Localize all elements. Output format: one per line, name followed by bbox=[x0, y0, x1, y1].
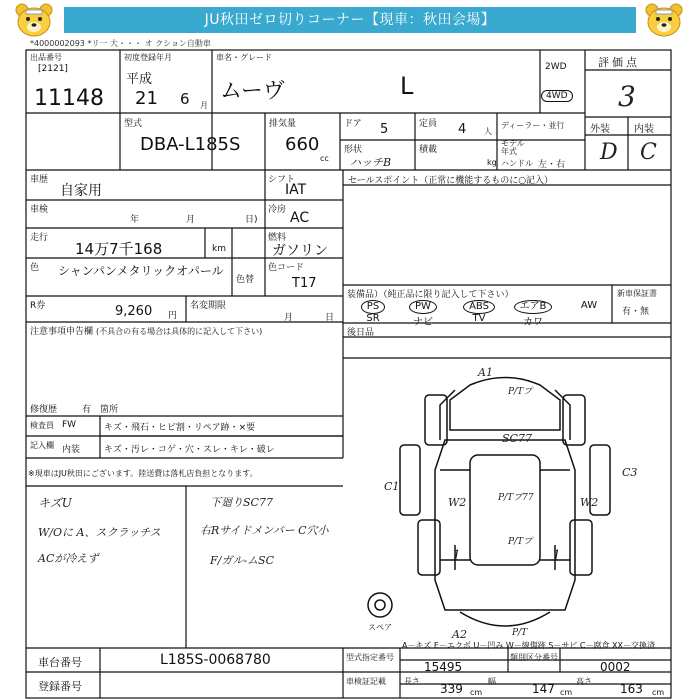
length-label: 長さ bbox=[404, 677, 420, 686]
equip-navi: ナビ bbox=[413, 317, 433, 328]
reg-year-label: 初度登録年月 bbox=[124, 53, 172, 62]
fuel-value: ガソリン bbox=[272, 243, 328, 259]
interior-value: C bbox=[640, 140, 657, 165]
fw-label: FW bbox=[62, 420, 77, 430]
new-warranty-value: 有・無 bbox=[622, 307, 650, 317]
lot-number: 11148 bbox=[34, 86, 104, 111]
mark-pt-mid: P/Tプ77 bbox=[498, 493, 534, 503]
top-stamp: *4000002093 *リ一 大・・・ オ クション自動車 bbox=[30, 39, 211, 48]
mileage-unit: km bbox=[212, 244, 226, 254]
shift-value: IAT bbox=[285, 182, 307, 198]
name-change-day: 日 bbox=[325, 313, 335, 323]
fw-items: キズ・飛石・ヒビ割・リペア跡・×要 bbox=[104, 423, 256, 433]
mark-sc-roof: SC77 bbox=[502, 432, 532, 445]
length-value: 339 bbox=[440, 682, 463, 696]
mark-a1: A1 bbox=[478, 366, 493, 379]
hand-note-left-1: キズU bbox=[38, 496, 72, 510]
car-diagram bbox=[368, 378, 610, 627]
width-value: 147 bbox=[532, 682, 555, 696]
load-label: 積載 bbox=[419, 145, 438, 155]
cooler-label: 冷房 bbox=[268, 205, 287, 215]
type-value: DBA-L185S bbox=[140, 134, 241, 155]
seats-unit: 人 bbox=[484, 127, 492, 136]
hand-note-left-3: ACが冷えず bbox=[38, 552, 99, 565]
transport-note: ※現車はJU秋田にございます。陸送費は落札店負担となります。 bbox=[28, 469, 258, 478]
equip-sr: SR bbox=[366, 313, 380, 324]
defect-legend: A－キズ E－エクボ U－凹み W－線傷跡 S－サビ C－腐食 XX－交換済 bbox=[402, 641, 656, 650]
chassis-value: L185S-0068780 bbox=[160, 652, 271, 668]
mark-bar-left: 1 bbox=[452, 548, 461, 564]
shift-label: シフト bbox=[268, 175, 296, 185]
category-label: 類別区分番号 bbox=[510, 653, 558, 662]
usage-label: 車歴 bbox=[30, 175, 49, 185]
displacement-label: 排気量 bbox=[269, 119, 297, 129]
new-warranty-label: 新車保証書 bbox=[617, 289, 657, 298]
equip-pw: PW bbox=[409, 300, 437, 314]
model-year-label: モデル年式 bbox=[501, 139, 525, 156]
equip-leather: カワ bbox=[523, 317, 543, 328]
lot-label: 出品番号 bbox=[30, 53, 62, 62]
category-value: 0002 bbox=[600, 660, 631, 674]
height-unit: cm bbox=[652, 688, 665, 697]
drive-2wd: 2WD bbox=[545, 62, 567, 72]
height-label: 高さ bbox=[576, 677, 592, 686]
seats-label: 定員 bbox=[419, 119, 438, 129]
name-change-month: 月 bbox=[284, 313, 294, 323]
equip-aw: AW bbox=[580, 300, 598, 311]
hand-note-left-2: W/Oに A、スクラッチス bbox=[38, 526, 161, 539]
seats-value: 4 bbox=[458, 122, 467, 137]
handle-value: 左・右 bbox=[538, 160, 566, 170]
inspection-day: 日) bbox=[245, 215, 258, 225]
inspection-month: 月 bbox=[186, 215, 196, 225]
model-grade: L bbox=[400, 72, 414, 100]
mark-pt-low: P/Tプ bbox=[508, 537, 533, 547]
header-title: JU秋田ゼロ切りコーナー【現車：秋田会場】 bbox=[64, 7, 636, 33]
reg-month: 6 bbox=[180, 90, 190, 108]
mark-a2: A2 bbox=[452, 628, 467, 641]
equip-abs: ABS bbox=[463, 300, 495, 314]
model-name-label: 車名・グレード bbox=[216, 53, 272, 62]
inspector-label-1: 検査員 bbox=[30, 421, 54, 430]
model-designation-label: 型式指定番号 bbox=[346, 653, 394, 662]
type-label: 型式 bbox=[124, 119, 143, 129]
height-value: 163 bbox=[620, 682, 643, 696]
dims-label: 車検証記載 bbox=[346, 677, 386, 686]
shape-value: ハッチB bbox=[350, 156, 392, 169]
inspection-label: 車検 bbox=[30, 205, 49, 215]
recycle-unit: 円 bbox=[168, 311, 178, 321]
reg-year: 21 bbox=[135, 88, 158, 109]
doors-label: ドア bbox=[344, 119, 362, 129]
interior-label: 内装 bbox=[634, 124, 654, 135]
model-name: ムーヴ bbox=[220, 79, 285, 104]
hand-note-right-3: F/ガル-ムSC bbox=[210, 554, 275, 567]
shape-label: 形状 bbox=[344, 145, 363, 155]
repair-label: 修復歴 bbox=[30, 405, 58, 415]
drive-4wd: 4WD bbox=[541, 90, 573, 102]
usage-value: 自家用 bbox=[60, 183, 102, 199]
mark-bar-right: 1 bbox=[552, 548, 561, 564]
chassis-label: 車台番号 bbox=[38, 656, 82, 669]
notes-label: 注意事項申告欄 bbox=[30, 327, 94, 337]
mark-w2-right: W2 bbox=[580, 496, 599, 509]
score-label: 評価点 bbox=[598, 56, 640, 69]
equip-airbag: エアB bbox=[514, 300, 553, 314]
width-label: 幅 bbox=[488, 677, 496, 686]
score-value: 3 bbox=[618, 80, 636, 113]
repair-value: 有 bbox=[82, 405, 92, 415]
inspection-year: 年 bbox=[130, 215, 140, 225]
displacement-unit: cc bbox=[320, 154, 329, 163]
repair-unit: 箇所 bbox=[100, 405, 119, 415]
lot-sub: [2121] bbox=[38, 64, 68, 74]
doors-value: 5 bbox=[380, 122, 389, 137]
mileage-label: 走行 bbox=[30, 233, 49, 243]
bear-mascot-icon bbox=[644, 2, 684, 38]
inspector-label-2: 記入欄 bbox=[30, 441, 54, 450]
model-designation-value: 15495 bbox=[424, 660, 463, 674]
reg-era: 平成 bbox=[126, 72, 153, 87]
recycle-label: R券 bbox=[30, 301, 46, 311]
notes-sub: (不具合の有る場合は具体的に記入して下さい) bbox=[96, 327, 263, 336]
mark-c3: C3 bbox=[622, 466, 638, 479]
registration-label: 登録番号 bbox=[38, 680, 82, 693]
equipment-label: 装備品）（純正品に限り記入して下さい） bbox=[347, 290, 514, 300]
name-change-label: 名変期限 bbox=[190, 301, 227, 311]
hand-note-right-1: 下廻りSC77 bbox=[210, 496, 273, 509]
header-bar bbox=[0, 0, 700, 40]
sales-point-label: セールスポイント（正常に機能するものに○記入） bbox=[348, 176, 554, 186]
width-unit: cm bbox=[560, 688, 573, 697]
displacement-value: 660 bbox=[285, 134, 320, 155]
reg-month-unit: 月 bbox=[200, 101, 208, 110]
accessories-label: 後日品 bbox=[347, 328, 375, 338]
equip-ps: PS bbox=[361, 300, 385, 314]
mark-pt-top: P/Tプ bbox=[508, 387, 533, 397]
color-label: 色 bbox=[30, 263, 40, 273]
dealer-label: ディーラー・並行 bbox=[501, 121, 565, 130]
load-unit: kg bbox=[487, 158, 497, 167]
exterior-label: 外装 bbox=[590, 124, 610, 135]
mileage-value: 14万7千168 bbox=[75, 240, 163, 258]
mark-c1: C1 bbox=[384, 480, 400, 493]
in-label: 内装 bbox=[62, 445, 81, 455]
fuel-label: 燃料 bbox=[268, 233, 287, 243]
exterior-value: D bbox=[600, 140, 618, 165]
length-unit: cm bbox=[470, 688, 483, 697]
hand-note-right-2: 右Rサイドメンバー C穴小 bbox=[200, 524, 329, 537]
mark-pt-bottom: P/T bbox=[512, 628, 528, 638]
equip-tv: TV bbox=[472, 313, 486, 324]
color-value: シャンパンメタリックオパール bbox=[58, 264, 224, 278]
handle-label: ハンドル bbox=[501, 159, 533, 168]
color-code-value: T17 bbox=[292, 276, 317, 291]
bear-mascot-icon bbox=[14, 2, 54, 38]
recycle-value: 9,260 bbox=[115, 304, 153, 319]
spare-label: スペア bbox=[368, 623, 392, 632]
in-items: キズ・汚レ・コゲ・穴・スレ・キレ・破レ bbox=[104, 445, 275, 455]
mark-w2-left: W2 bbox=[448, 496, 467, 509]
color-change-label: 色替 bbox=[236, 275, 255, 285]
color-code-label: 色コード bbox=[268, 263, 305, 273]
cooler-value: AC bbox=[290, 210, 310, 226]
